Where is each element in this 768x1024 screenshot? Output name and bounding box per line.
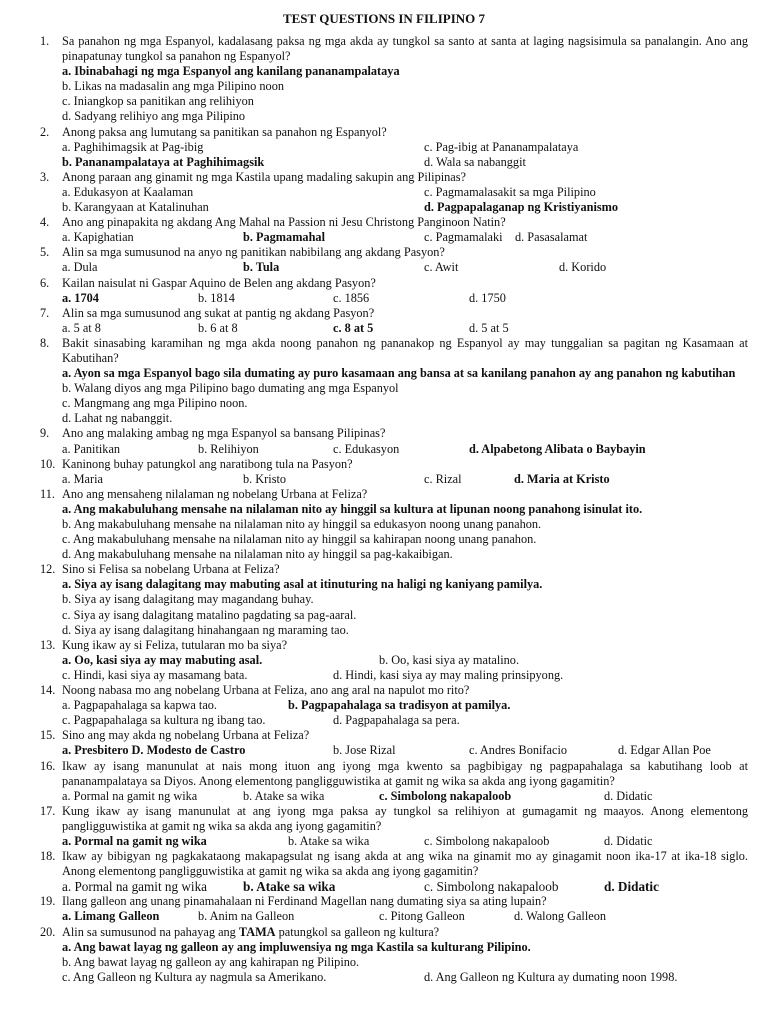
question-number: 3. bbox=[40, 169, 50, 184]
option-d: d. Lahat ng nabanggit. bbox=[62, 411, 173, 426]
question-number: 7. bbox=[40, 305, 50, 320]
option-d: d. Pagpapalaganap ng Kristiyanismo bbox=[424, 200, 619, 215]
question-stem: Kung ikaw ay isang manunulat at ang iyong mga paksa ay tungkol sa relihiyon at gumagamit ng maayos. Anong elementong pangligguwistika at gamit ng wika sa akda ang iyong gagamitin? bbox=[62, 803, 748, 833]
option-a: a. Ayon sa mga Espanyol bago sila dumating ay puro kasamaan ang bansa at sa kanilang panahon ay ang panahon ng kabutihan bbox=[62, 366, 736, 381]
question-number: 14. bbox=[40, 683, 56, 698]
question-stem: Alin sa mga sumusunod na anyo ng panitikan nabibilang ang akdang Pasyon? bbox=[62, 245, 445, 260]
question-2 bbox=[40, 125, 748, 170]
question-6 bbox=[40, 276, 748, 306]
question-number: 10. bbox=[40, 456, 56, 471]
option-d: d. Pasasalamat bbox=[515, 230, 588, 245]
option-d: d. Didatic bbox=[604, 833, 653, 848]
question-stem bbox=[62, 925, 748, 940]
question-number: 15. bbox=[40, 728, 56, 743]
option-b: b. 6 at 8 bbox=[198, 320, 238, 335]
option-a: a. Paghihimagsik at Pag-ibig bbox=[62, 139, 204, 154]
question-number: 8. bbox=[40, 335, 50, 350]
question-5 bbox=[40, 245, 748, 275]
option-b: b. Tula bbox=[243, 260, 280, 275]
option-a: a. Limang Galleon bbox=[62, 909, 160, 924]
question-number: 17. bbox=[40, 803, 56, 818]
question-number: 6. bbox=[40, 275, 50, 290]
question-stem: Ikaw ay isang manunulat at nais mong ituon ang iyong mga kwento sa pagbibigay ng pagpapahalaga sa kabutihang loob at pananampalataya sa Diyos. Anong elementong pangligguwistika at gamit ng wika sa akda ang iyong gagamitin? bbox=[62, 758, 748, 788]
question-number: 13. bbox=[40, 637, 56, 652]
question-10 bbox=[40, 457, 748, 487]
question-number: 18. bbox=[40, 849, 56, 864]
option-d: d. Walong Galleon bbox=[514, 909, 607, 924]
option-d: d. Maria at Kristo bbox=[514, 471, 610, 486]
option-b: b. Pagmamahal bbox=[243, 230, 325, 245]
option-c: c. 1856 bbox=[333, 290, 370, 305]
option-d: d. 1750 bbox=[469, 290, 506, 305]
option-b: b. Pananampalataya at Paghihimagsik bbox=[62, 154, 265, 169]
option-c: c. Pagmamalaki bbox=[424, 230, 503, 245]
option-b: b. Walang diyos ang mga Pilipino bago dumating ang mga Espanyol bbox=[62, 381, 399, 396]
question-20 bbox=[40, 925, 748, 985]
question-14 bbox=[40, 683, 748, 728]
option-c: c. Rizal bbox=[424, 471, 462, 486]
option-d: d. Pagpapahalaga sa pera. bbox=[333, 713, 460, 728]
option-b: b. Pagpapahalaga sa tradisyon at pamilya. bbox=[288, 698, 511, 713]
option-a: a. Ang bawat layag ng galleon ay ang impluwensiya ng mga Kastila sa kulturang Pilipino. bbox=[62, 939, 531, 954]
stem-text: patungkol sa galleon ng kultura? bbox=[275, 924, 440, 939]
question-stem: Ano ang pinapakita ng akdang Ang Mahal na Passion ni Jesu Christong Panginoon Natin? bbox=[62, 215, 506, 230]
option-b: b. Karangyaan at Katalinuhan bbox=[62, 200, 209, 215]
question-7 bbox=[40, 306, 748, 336]
question-13 bbox=[40, 638, 748, 683]
option-c: c. Edukasyon bbox=[333, 441, 400, 456]
question-stem: Bakit sinasabing karamihan ng mga akda noong panahon ng pananakop ng Espanyol ay may tunggalian sa pagitan ng Kasamaan at Kabutihan? bbox=[62, 335, 748, 365]
option-c: c. 8 at 5 bbox=[333, 320, 374, 335]
question-stem: Alin sa mga sumusunod ang sukat at pantig ng akdang Pasyon? bbox=[62, 305, 375, 320]
question-stem: Sino si Felisa sa nobelang Urbana at Feliza? bbox=[62, 562, 280, 577]
option-c: c. Siya ay isang dalagitang matalino pagdating sa pag-aaral. bbox=[62, 607, 357, 622]
option-a: a. Dula bbox=[62, 260, 98, 275]
option-b: b. Kristo bbox=[243, 471, 287, 486]
option-c: c. Mangmang ang mga Pilipino noon. bbox=[62, 396, 248, 411]
option-a: a. Maria bbox=[62, 471, 103, 486]
question-number: 20. bbox=[40, 924, 56, 939]
option-a: a. Pormal na gamit ng wika bbox=[62, 879, 208, 895]
option-d: d. Wala sa nabanggit bbox=[424, 154, 526, 169]
option-c: c. Simbolong nakapaloob bbox=[424, 879, 559, 895]
option-b: b. Atake sa wika bbox=[243, 879, 336, 895]
option-d: d. Alpabetong Alibata o Baybayin bbox=[469, 441, 646, 456]
option-d: d. Didatic bbox=[604, 788, 653, 803]
option-a: a. 5 at 8 bbox=[62, 320, 101, 335]
option-a: a. Pormal na gamit ng wika bbox=[62, 833, 207, 848]
option-c: c. Ang Galleon ng Kultura ay nagmula sa Amerikano. bbox=[62, 969, 327, 984]
question-17 bbox=[40, 804, 748, 849]
document-title: TEST QUESTIONS IN FILIPINO 7 bbox=[282, 11, 486, 26]
question-stem: Ilang galleon ang unang pinamahalaan ni Ferdinand Magellan nang dumating siya sa ating lupain? bbox=[62, 894, 547, 909]
option-a: a. Panitikan bbox=[62, 441, 121, 456]
option-b: b. Oo, kasi siya ay matalino. bbox=[379, 652, 520, 667]
question-stem: Sa panahon ng mga Espanyol, kadalasang paksa ng mga akda ay tungkol sa santo at santa at laging nagsisimula sa panalangin. Ano ang pinapatunay tungkol sa panahon ng Espanyol? bbox=[62, 34, 748, 64]
option-c: c. Pagmamalasakit sa mga Pilipino bbox=[424, 184, 596, 199]
option-c: c. Iniangkop sa panitikan ang relihiyon bbox=[62, 94, 254, 109]
question-number: 2. bbox=[40, 124, 50, 139]
question-stem: Anong paksa ang lumutang sa panitikan sa panahon ng Espanyol? bbox=[62, 124, 387, 139]
question-12 bbox=[40, 562, 748, 637]
question-19 bbox=[40, 894, 748, 924]
question-stem: Kaninong buhay patungkol ang naratibong tula na Pasyon? bbox=[62, 456, 353, 471]
question-18 bbox=[40, 849, 748, 894]
question-16 bbox=[40, 759, 748, 804]
option-a: a. 1704 bbox=[62, 290, 99, 305]
question-1 bbox=[40, 34, 748, 125]
option-b: b. Anim na Galleon bbox=[198, 909, 295, 924]
option-a: a. Pagpapahalaga sa kapwa tao. bbox=[62, 698, 218, 713]
option-c: c. Ang makabuluhang mensahe na nilalaman nito ay hinggil sa kahirapan noong unang panahon. bbox=[62, 532, 537, 547]
question-number: 5. bbox=[40, 245, 50, 260]
question-stem: Sino ang may akda ng nobelang Urbana at Feliza? bbox=[62, 728, 310, 743]
option-c: c. Simbolong nakapaloob bbox=[379, 788, 512, 803]
option-c: c. Andres Bonifacio bbox=[469, 743, 568, 758]
question-number: 16. bbox=[40, 758, 56, 773]
question-stem: Noong nabasa mo ang nobelang Urbana at Feliza, ano ang aral na napulot mo rito? bbox=[62, 683, 470, 698]
option-a: a. Presbitero D. Modesto de Castro bbox=[62, 743, 246, 758]
question-15 bbox=[40, 728, 748, 758]
option-a: a. Pormal na gamit ng wika bbox=[62, 788, 198, 803]
option-b: b. Siya ay isang dalagitang may magandang buhay. bbox=[62, 592, 314, 607]
option-d: d. Korido bbox=[559, 260, 607, 275]
option-c: c. Pag-ibig at Pananampalataya bbox=[424, 139, 579, 154]
option-b: b. Likas na madasalin ang mga Pilipino noon bbox=[62, 79, 284, 94]
question-stem: Ano ang malaking ambag ng mga Espanyol sa bansang Pilipinas? bbox=[62, 426, 386, 441]
option-d: d. Hindi, kasi siya ay may maling prinsipyong. bbox=[333, 667, 564, 682]
option-b: b. Ang bawat layag ng galleon ay ang kahirapan ng Pilipino. bbox=[62, 954, 360, 969]
question-8 bbox=[40, 336, 748, 427]
question-number: 11. bbox=[40, 486, 55, 501]
question-number: 1. bbox=[40, 34, 50, 48]
question-stem: Kailan naisulat ni Gaspar Aquino de Belen ang akdang Pasyon? bbox=[62, 275, 376, 290]
option-c: c. Pagpapahalaga sa kultura ng ibang tao. bbox=[62, 713, 266, 728]
option-a: a. Ibinabahagi ng mga Espanyol ang kanilang pananampalataya bbox=[62, 64, 400, 79]
option-d: d. 5 at 5 bbox=[469, 320, 509, 335]
question-stem: Kung ikaw ay si Feliza, tutularan mo ba siya? bbox=[62, 637, 288, 652]
option-d: d. Didatic bbox=[604, 879, 659, 895]
option-b: b. Atake sa wika bbox=[243, 788, 325, 803]
option-d: d. Siya ay isang dalagitang hinahangaan ng maraming tao. bbox=[62, 622, 349, 637]
option-b: b. Atake sa wika bbox=[288, 833, 370, 848]
question-number: 4. bbox=[40, 215, 50, 230]
question-stem: Anong paraan ang ginamit ng mga Kastila upang madaling sakupin ang Pilipinas? bbox=[62, 169, 467, 184]
question-number: 19. bbox=[40, 894, 56, 909]
question-11 bbox=[40, 487, 748, 562]
question-stem: Ikaw ay bibigyan ng pagkakataong makapagsulat ng isang akda at ang wika na ginamit mo ay ginagamit noon ika-17 at ika-18 siglo. Anong elementong pangligguwistika at gamit ng wika sa akda ang iyong gagamitin? bbox=[62, 849, 748, 879]
option-d: d. Ang Galleon ng Kultura ay dumating noon 1998. bbox=[424, 969, 678, 984]
stem-text: Alin sa sumusunod na pahayag ang bbox=[62, 924, 239, 939]
stem-emphasis: TAMA bbox=[238, 924, 276, 939]
option-a: a. Kapighatian bbox=[62, 230, 134, 245]
question-3 bbox=[40, 170, 748, 215]
option-a: a. Ang makabuluhang mensahe na nilalaman nito ay hinggil sa kultura at lipunan noong panahong isinulat ito. bbox=[62, 501, 643, 516]
question-number: 12. bbox=[40, 562, 56, 577]
question-4 bbox=[40, 215, 748, 245]
option-c: c. Simbolong nakapaloob bbox=[424, 833, 550, 848]
option-b: b. Jose Rizal bbox=[333, 743, 396, 758]
option-d: d. Ang makabuluhang mensahe na nilalaman nito ay hinggil sa pag-kakaibigan. bbox=[62, 547, 453, 562]
question-9 bbox=[40, 426, 748, 456]
option-a: a. Oo, kasi siya ay may mabuting asal. bbox=[62, 652, 263, 667]
option-c: c. Hindi, kasi siya ay masamang bata. bbox=[62, 667, 248, 682]
option-a: a. Edukasyon at Kaalaman bbox=[62, 184, 194, 199]
option-c: c. Pitong Galleon bbox=[379, 909, 465, 924]
option-d: d. Sadyang relihiyo ang mga Pilipino bbox=[62, 109, 246, 124]
option-d: d. Edgar Allan Poe bbox=[618, 743, 711, 758]
option-b: b. Relihiyon bbox=[198, 441, 259, 456]
option-b: b. Ang makabuluhang mensahe na nilalaman nito ay hinggil sa edukasyon noong unang panahon. bbox=[62, 517, 542, 531]
option-c: c. Awit bbox=[424, 260, 459, 275]
question-number: 9. bbox=[40, 426, 50, 441]
question-stem: Ano ang mensaheng nilalaman ng nobelang Urbana at Feliza? bbox=[62, 486, 368, 501]
option-b: b. 1814 bbox=[198, 290, 235, 305]
option-a: a. Siya ay isang dalagitang may mabuting asal at itinuturing na haligi ng kaniyang pamilya. bbox=[62, 577, 543, 592]
